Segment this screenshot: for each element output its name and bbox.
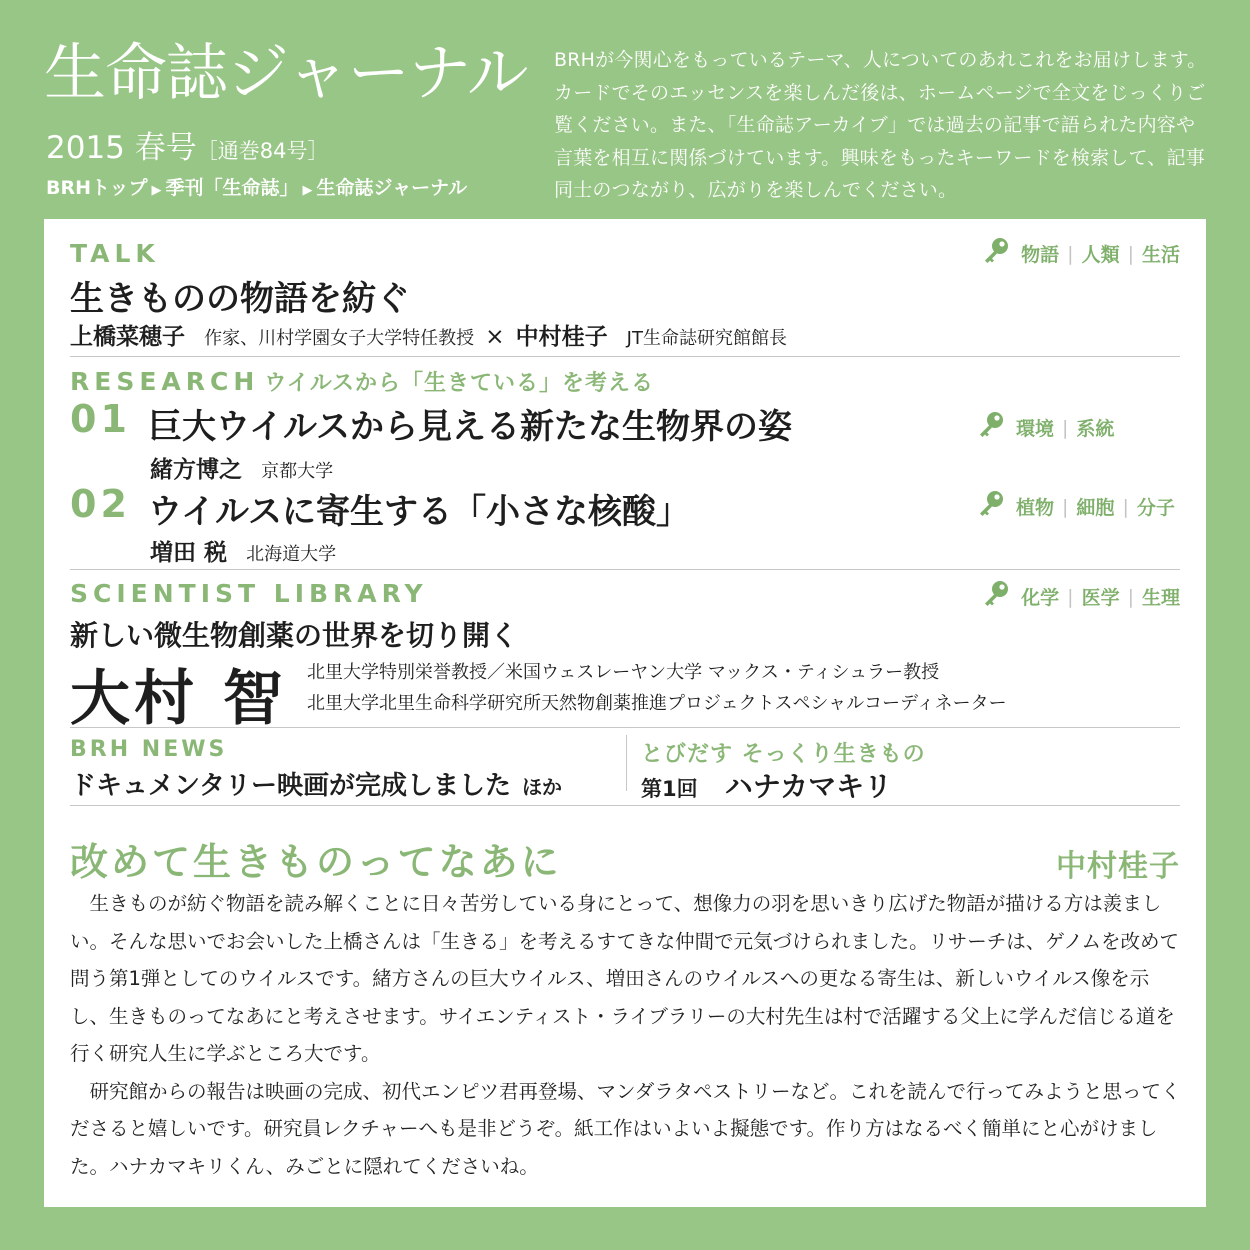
editorial-author: 中村桂子 <box>1056 849 1180 884</box>
cross-mark: × <box>485 324 505 350</box>
issue-volume: ［通巻84号］ <box>196 139 329 163</box>
author-affiliation: 北海道大学 <box>246 544 337 565</box>
key-icon <box>976 410 1006 445</box>
divider <box>70 727 1180 728</box>
keyword-link[interactable]: 医学 <box>1081 587 1120 609</box>
creature-headline[interactable] <box>641 765 892 805</box>
breadcrumb <box>46 173 467 200</box>
keyword-link[interactable]: 系統 <box>1076 418 1115 440</box>
talk-label: TALK <box>70 239 160 268</box>
keyword-link[interactable]: 生活 <box>1141 244 1180 266</box>
author-role: JT生命誌研究館館長 <box>626 328 787 349</box>
research-number: 01 <box>70 397 131 441</box>
author-name: 増田 税 <box>150 540 228 566</box>
scientist-role: 北里大学特別栄誉教授／米国ウェスレーヤン大学 マックス・ティシュラー教授 <box>307 662 940 683</box>
creature-episode: 第1回 <box>641 777 698 801</box>
editorial-paragraph: 生きものが紡ぐ物語を読み解くことに日々苦労している身にとって、想像力の羽を思いきり広げた物語が描ける方は羨ましい。そんな思いでお会いした上橋さんは「生きる」を考えるすてきな仲間で元気づけられました。リサーチは、ゲノムを改めて問う第1弾としてのウイルスです。緒方さんの巨大ウイルス、増田さんのウイルスへの更なる寄生は、新しいウイルス像を示し、生きものってなあにと考えさせます。サイエンティスト・ライブラリーの大村先生は村で活躍する父上に学んだ信じる道を行く研究人生に学ぶところ大です。 <box>70 892 1179 1065</box>
talk-keywords: 物語 | 人類 | 生活 <box>981 236 1180 271</box>
talk-authors <box>70 318 787 351</box>
author-name: 緒方博之 <box>150 457 242 483</box>
research-author <box>150 534 336 567</box>
research-keywords: 環境 | 系統 <box>976 410 1114 445</box>
scientist-roles <box>307 657 1007 719</box>
scientist-role: 北里大学北里生命科学研究所天然物創薬推進プロジェクトスペシャルコーディネーター <box>307 693 1007 714</box>
breadcrumb-item-journal[interactable]: 生命誌ジャーナル <box>316 177 468 199</box>
keyword-link[interactable]: 分子 <box>1136 497 1175 519</box>
key-icon <box>981 236 1011 271</box>
news-title: ドキュメンタリー映画が完成しました <box>70 771 511 801</box>
keyword-link[interactable]: 植物 <box>1016 497 1055 519</box>
key-icon <box>976 489 1006 524</box>
breadcrumb-item-top[interactable]: BRHトップ <box>46 177 148 199</box>
author-name: 上橋菜穂子 <box>70 324 185 350</box>
breadcrumb-item-quarterly[interactable]: 季刊「生命誌」 <box>165 177 299 199</box>
divider <box>70 356 1180 357</box>
journal-title: 生命誌ジャーナル <box>44 36 528 109</box>
research-title[interactable]: 巨大ウイルスから見える新たな生物界の姿 <box>148 407 792 447</box>
news-suffix: ほか <box>522 775 563 799</box>
research-title[interactable]: ウイルスに寄生する「小さな核酸」 <box>148 492 690 532</box>
creature-label: とびだす そっくり生きもの <box>641 742 926 767</box>
issue-number: 2015 春号 <box>46 130 197 166</box>
content-panel <box>44 219 1206 1207</box>
divider <box>70 569 1180 570</box>
keyword-link[interactable]: 生理 <box>1141 587 1180 609</box>
library-title[interactable]: 新しい微生物創薬の世界を切り開く <box>70 619 519 652</box>
editorial-paragraph: 研究館からの報告は映画の完成、初代エンピツ君再登場、マンダラタペストリーなど。これを読んで行ってみようと思ってくださると嬉しいです。研究員レクチャーへも是非どうぞ。紙工作はいよいよ擬態です。作り方はなるべく簡単にと心がけました。ハナカマキリくん、みごとに隠れてくださいね。 <box>70 1079 1181 1178</box>
triangle-right-icon: ▶ <box>302 183 313 198</box>
research-author <box>150 451 333 484</box>
author-affiliation: 京都大学 <box>261 461 334 482</box>
library-keywords: 化学 | 医学 | 生理 <box>981 579 1180 614</box>
keyword-link[interactable]: 物語 <box>1021 244 1060 266</box>
key-icon <box>981 579 1011 614</box>
research-header <box>70 366 654 397</box>
talk-title[interactable]: 生きものの物語を紡ぐ <box>70 279 410 319</box>
creature-name: ハナカマキリ <box>724 770 893 803</box>
triangle-right-icon: ▶ <box>151 183 162 198</box>
issue-info <box>46 122 328 167</box>
column-divider <box>626 735 627 791</box>
scientist-name[interactable]: 大村 智 <box>70 664 287 734</box>
news-headline[interactable] <box>70 765 562 802</box>
editorial-body <box>70 885 1182 1185</box>
news-label: BRH NEWS <box>70 737 228 762</box>
intro-text: BRHが今関心をもっているテーマ、人についてのあれこれをお届けします。カードでそのエッセンスを楽しんだ後は、ホームページで全文をじっくりご覧ください。また、「生命誌アーカイブ」では過去の記事で語られた内容や言葉を相互に関係づけています。興味をもったキーワードを検索して、記事同士のつながり、広がりを楽しんでください。 <box>554 49 1207 201</box>
library-label: SCIENTIST LIBRARY <box>70 579 428 608</box>
research-subtitle: ウイルスから「生きている」を考える <box>264 371 655 396</box>
keyword-link[interactable]: 細胞 <box>1076 497 1115 519</box>
research-keywords: 植物 | 細胞 | 分子 <box>976 489 1175 524</box>
research-label: RESEARCH <box>70 367 260 396</box>
keyword-link[interactable]: 環境 <box>1016 418 1055 440</box>
keyword-link[interactable]: 化学 <box>1021 587 1060 609</box>
divider <box>70 805 1180 806</box>
editorial-title: 改めて生きものってなあに <box>70 840 562 884</box>
keyword-link[interactable]: 人類 <box>1081 244 1120 266</box>
author-role: 作家、川村学園女子大学特任教授 <box>204 328 475 349</box>
author-name: 中村桂子 <box>515 324 608 350</box>
research-number: 02 <box>70 482 131 526</box>
